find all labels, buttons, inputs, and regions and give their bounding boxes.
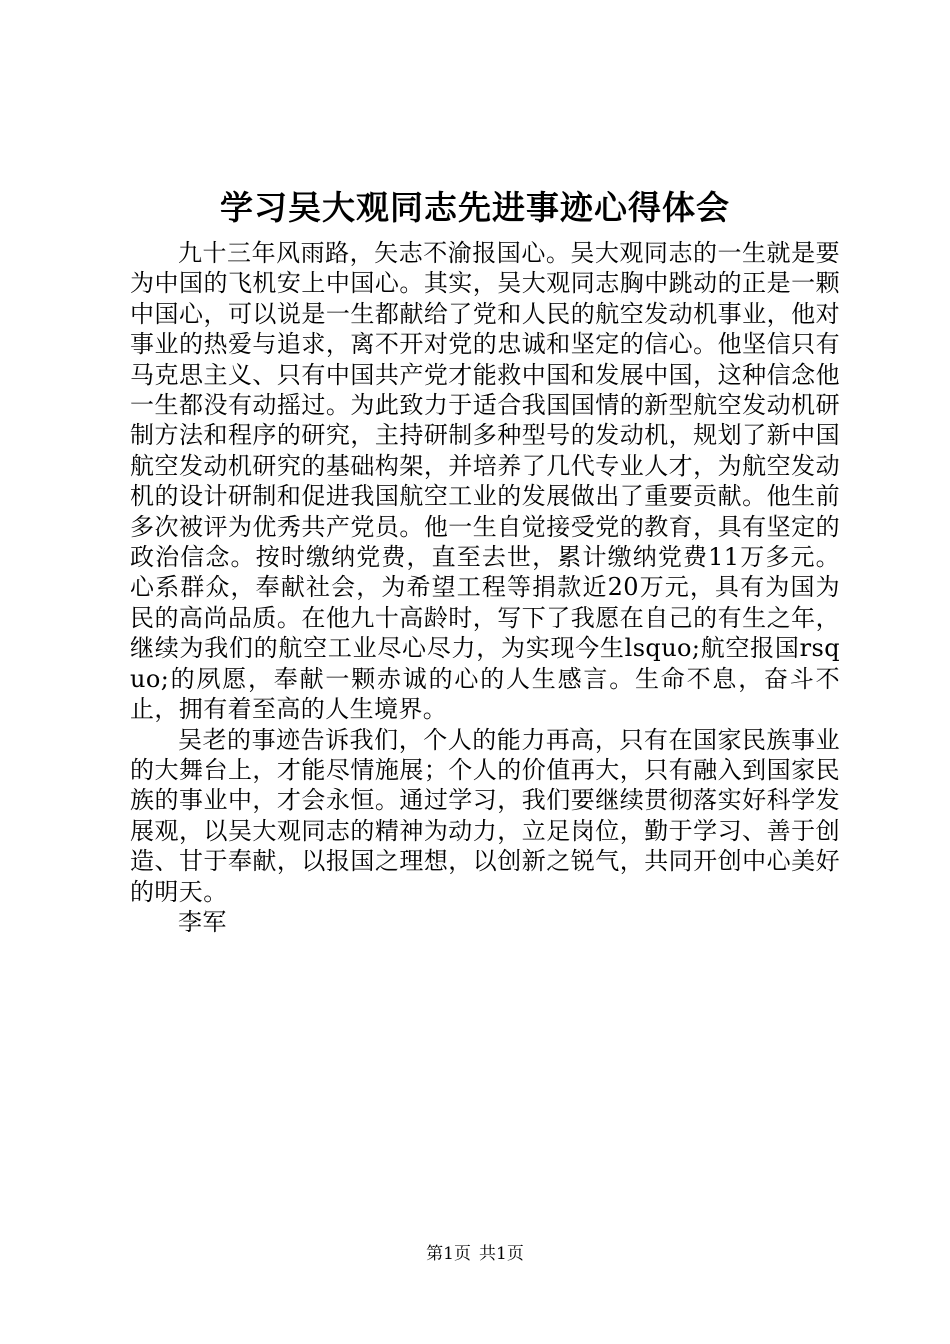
- author-name: 李军: [178, 907, 227, 936]
- paragraph-1: 九十三年风雨路，矢志不渝报国心。吴大观同志的一生就是要为中国的飞机安上中国心。其实，吴大观同志胸中跳动的正是一颗中国心，可以说是一生都献给了党和人民的航空发动机事业，他对事业的热爱与追求，离不开对党的忠诚和坚定的信心。他坚信只有马克思主义、只有中国共产党才能救中国和发展中国，这种信念他一生都没有动摇过。为此致力于适合我国国情的新型航空发动机研制方法和程序的研究，主持研制多种型号的发动机，规划了新中国航空发动机研究的基础构架，并培养了几代专业人才，为航空发动机的设计研制和促进我国航空工业的发展做出了重要贡献。他生前多次被评为优秀共产党员。他一生自觉接受党的教育，具有坚定的政治信念。按时缴纳党费，直至去世，累计缴纳党费11万多元。心系群众，奉献社会，为希望工程等捐款近20万元，具有为国为民的高尚品质。在他九十高龄时，写下了我愿在自己的有生之年，继续为我们的航空工业尽心尽力，为实现今生lsquo;航空报国rsquo;的夙愿，奉献一颗赤诚的心的人生感言。生命不息，奋斗不止，拥有着至高的人生境界。: [130, 239, 840, 724]
- page-total: 共1页: [479, 1244, 524, 1264]
- document-title: 学习吴大观同志先进事迹心得体会: [220, 188, 730, 227]
- page-number: 第1页: [426, 1244, 471, 1264]
- paragraph-2: 吴老的事迹告诉我们，个人的能力再高，只有在国家民族事业的大舞台上，才能尽情施展；个人的价值再大，只有融入到国家民族的事业中，才会永恒。通过学习，我们要继续贯彻落实好科学发展观，以吴大观同志的精神为动力，立足岗位，勤于学习、善于创造、甘于奉献，以报国之理想，以创新之锐气，共同开创中心美好的明天。: [130, 725, 840, 906]
- document-body: [130, 238, 840, 937]
- page-footer: [0, 1243, 950, 1265]
